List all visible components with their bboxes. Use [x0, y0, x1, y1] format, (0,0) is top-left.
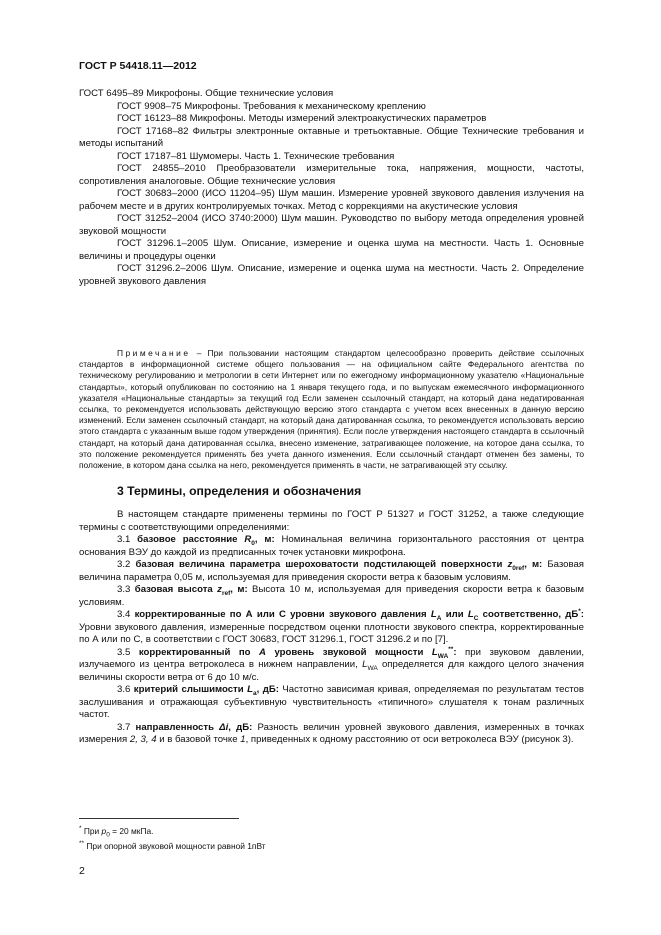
term-3-3: 3.3 базовая высота $z_{ref}$, м: Высота 10 м, используемая для приведения скорости ветра к базовым условиям.	[79, 584, 584, 608]
reference-item: ГОСТ 17168–82 Фильтры электронные октавные и третьоктавные. Общие Технические требования и методы испытаний	[79, 125, 584, 149]
note-body: – При пользовании настоящим стандартом целесообразно проверить действие ссылочных стандартов в информационной системе общего пользования — на официальном сайте Федерального агентства по техническому регулированию и метрологии в сети Интернет или по ежегодному информационному указателю «Национальные стандарты», который опубликован по состоянию на 1 января текущего года, и по выпускам ежемесячного информационного указателя «Национальные стандарты» за текущий год Если заменен ссылочный стандарт, на который дана недатированная ссылка, то рекомендуется использовать действующую версию этого стандарта с учетом всех внесенных в данную версию изменений. Если заменен ссылочный стандарт, на который дана датированная ссылка, то рекомендуется использовать версию этого стандарта с указанным выше годом утверждения (принятия). Если после утверждения настоящего стандарта в ссылочный стандарт, на который дана датированная ссылка, внесено изменение, затрагивающее положение, на которое дана ссылка, то это положение рекомендуется применять без учета данного изменения. Если ссылочный стандарт отменен без замены, то положение, в котором дана ссылка на него, рекомендуется применять в части, не затрагивающей эту ссылку.	[79, 348, 584, 471]
footnote-divider	[79, 818, 239, 819]
term-3-4: 3.4 корректированные по А или С уровни звукового давления $L_A$ или $L_C$ соответственно, дБ*: Уровни звукового давления, измеренные посредством оценки плотности звукового спектра, корректированные по А или по С, в соответствии с ГОСТ 30683, ГОСТ 31296.1, ГОСТ 31296.2 и по [7].	[79, 607, 584, 645]
reference-item: ГОСТ 9908–75 Микрофоны. Требования к механическому креплению	[117, 100, 426, 112]
reference-item: ГОСТ 16123–88 Микрофоны. Методы измерений электроакустических параметров	[117, 113, 487, 124]
note-block	[79, 348, 584, 471]
footnote-2: ** При опорной звуковой мощности равной 1пВт	[79, 840, 266, 851]
term-3-1: 3.1 базовое расстояние $R_0$, м: Номинальная величина горизонтального расстояния от центра основания ВЭУ до каждой из предписанных точек установки микрофона.	[79, 534, 584, 558]
reference-item: ГОСТ 30683–2000 (ИСО 11204–95) Шум машин. Измерение уровней звукового давления излучения на рабочем месте и в других контролируемых точках. Метод с коррекциями на акустические условия	[79, 188, 584, 212]
reference-item: ГОСТ 31296.1–2005 Шум. Описание, измерение и оценка шума на местности. Часть 1. Основные величины и процедуры оценки	[79, 238, 584, 262]
section-3-body	[79, 509, 584, 747]
term-3-6: 3.6 критерий слышимости $L_a$, дБ: Частотно зависимая кривая, определяемая по результатам тестов заслушивания и отражающая субъективную чувствительность «типичного» слушателя к тонам различных частот.	[79, 684, 584, 720]
term-3-7: 3.7 направленность Δi, дБ: Разность величин уровней звукового давления, измеренных в точках измерения 2, 3, 4 и в базовой точке 1, приведенных к одному расстоянию от оси ветроколеса ВЭУ (рисунок 3).	[79, 721, 584, 745]
reference-item: ГОСТ 31296.2–2006 Шум. Описание, измерение и оценка шума на местности. Часть 2. Определение уровней звукового давления	[79, 263, 584, 287]
note-label: Примечание	[117, 348, 191, 358]
footnote-1: * При $p_0 = 20$ мкПа.	[79, 825, 154, 839]
section-3	[79, 484, 584, 498]
reference-item: ГОСТ 31252–2004 (ИСО 3740:2000) Шум машин. Руководство по выбору метода определения уровней звуковой мощности	[79, 213, 584, 237]
term-3-5: 3.5 корректированный по А уровень звуковой мощности $L_{WA}^{**}$: при звуковом давлении, излучаемого из центра ветроколеса в нижнем направлении, $L_{WA}$ определяется для каждого целого значения величины скорости ветра от 6 до 10 м/с.	[79, 645, 585, 683]
section-title: 3 Термины, определения и обозначения	[117, 484, 362, 498]
reference-item: ГОСТ 24855–2010 Преобразователи измерительные тока, напряжения, мощности, частоты, сопротивления аналоговые. Общие технические условия	[79, 163, 584, 187]
note-text	[79, 348, 584, 471]
references-list	[79, 88, 584, 288]
term-3-2: 3.2 базовая величина параметра шероховатости подстилающей поверхности $z_{0ref}$, м: Базовая величина параметра 0,05 м, используемая для приведения скорости ветра к базовым условиям.	[79, 559, 584, 583]
section-intro: В настоящем стандарте применены термины по ГОСТ Р 51327 и ГОСТ 31252, а также следующие термины с соответствующими определениями:	[79, 509, 584, 533]
reference-item: ГОСТ 17187–81 Шумомеры. Часть 1. Технические требования	[117, 150, 395, 162]
reference-item: ГОСТ 6495–89 Микрофоны. Общие технические условия	[79, 88, 334, 99]
page-number: 2	[79, 865, 85, 877]
doc-header: ГОСТ Р 54418.11—2012	[79, 60, 197, 72]
